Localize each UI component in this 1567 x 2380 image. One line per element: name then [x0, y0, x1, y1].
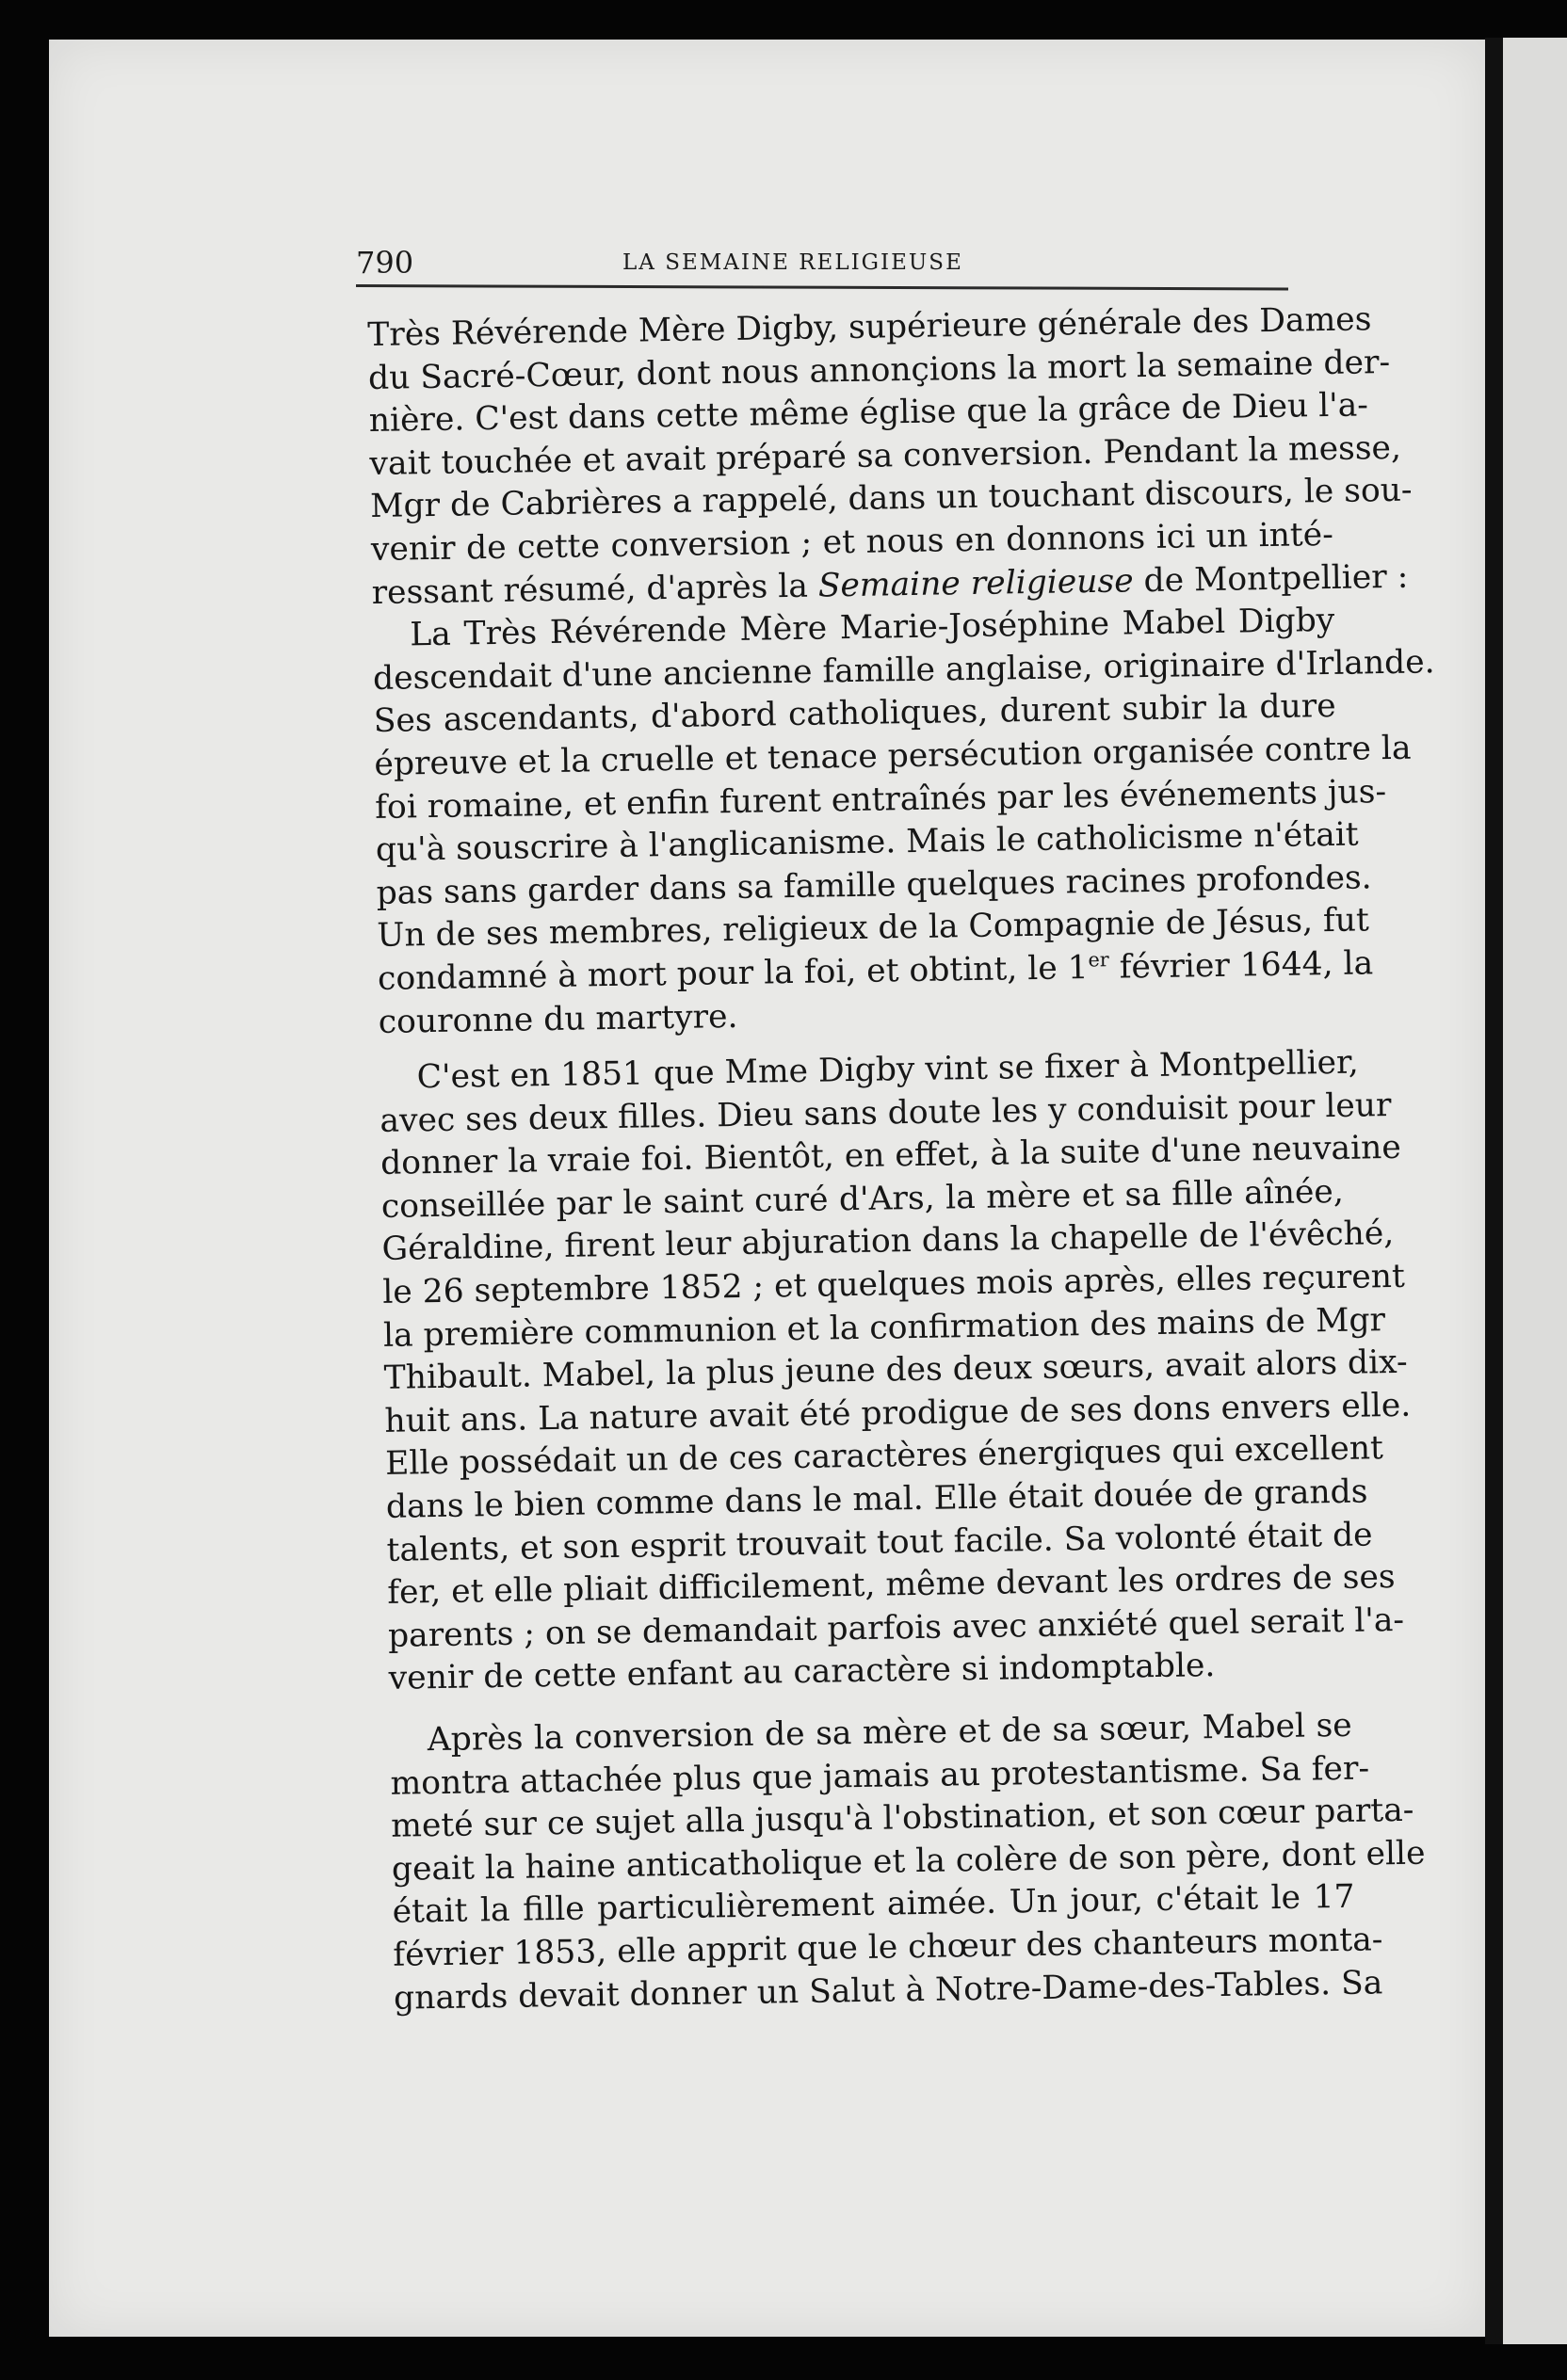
text-line: pas sans garder dans sa famille quelques racines profondes. [376, 859, 1372, 912]
text-line: foi romaine, et enfin furent entraînés par les événements jus- [374, 772, 1387, 827]
text-line: La Très Révérende Mère Marie-Joséphine Mabel Digby [410, 602, 1335, 654]
text-line: Géraldine, firent leur abjuration dans la chapelle de l'évêché, [381, 1214, 1395, 1269]
text-line: gnards devait donner un Salut à Notre-Dame-des-Tables. Sa [393, 1963, 1383, 2018]
superscript: er [1088, 948, 1109, 972]
text-line: montra attachée plus que jamais au protestantisme. Sa fer- [390, 1749, 1370, 1803]
text-line: le 26 septembre 1852 ; et quelques mois après, elles reçurent [382, 1257, 1406, 1311]
text-line: du Sacré-Cœur, dont nous annonçions la mort la semaine der- [367, 343, 1391, 397]
text-line: Elle possédait un de ces caractères énergiques qui excellent [384, 1429, 1384, 1484]
text-line: était la fille particulièrement aimée. Un jour, c'était le 17 [392, 1878, 1355, 1932]
text-line: venir de cette conversion ; et nous en donnons ici un inté- [370, 515, 1334, 569]
text-line: Thibault. Mabel, la plus jeune des deux sœurs, avait alors dix- [383, 1343, 1408, 1398]
text-line: qu'à souscrire à l'anglicanisme. Mais le catholicisme n'était [375, 815, 1359, 870]
paragraph-3 [379, 1042, 1412, 1701]
text-line: Mgr de Cabrières a rappelé, dans un touchant discours, le sou- [369, 471, 1413, 526]
text-line: vait touchée et avait préparé sa conversion. Pendant la messe, [369, 428, 1402, 483]
paragraph-1 [367, 299, 1413, 615]
text-line: talents, et son esprit trouvait tout facile. Sa volonté était de [386, 1516, 1373, 1569]
text-fragment: condamné à mort pour la foi, et obtint, le 1 [377, 948, 1089, 998]
text-line: nière. C'est dans cette même église que la grâce de Dieu l'a- [368, 386, 1369, 441]
paragraph-2 [372, 600, 1435, 1044]
facing-page-edge [1503, 38, 1567, 2344]
text-line: la première communion et la confirmation des mains de Mgr [382, 1300, 1386, 1355]
text-line: conseillée par le saint curé d'Ars, la mère et sa fille aînée, [380, 1172, 1345, 1226]
text-line: Ses ascendants, d'abord catholiques, durent subir la dure [373, 687, 1336, 741]
text-fragment: ressant résumé, d'après la [371, 567, 819, 612]
text-line: février 1853, elle apprit que le chœur des chanteurs monta- [393, 1921, 1383, 1974]
text-line: parents ; on se demandait parfois avec anxiété quel serait l'a- [387, 1600, 1405, 1655]
text-line: venir de cette enfant au caractère si indomptable. [388, 1647, 1216, 1698]
text-line: donner la vraie foi. Bientôt, en effet, à la suite d'une neuvaine [380, 1129, 1402, 1183]
running-head: LA SEMAINE RELIGIEUSE [622, 250, 963, 275]
text-line: C'est en 1851 que Mme Digby vint se fixer à Montpellier, [416, 1043, 1359, 1097]
text-line: dans le bien comme dans le mal. Elle était douée de grands [385, 1472, 1368, 1526]
text-fragment: de Montpellier : [1133, 557, 1409, 600]
page-gutter [1485, 38, 1503, 2344]
page-number: 790 [356, 245, 414, 281]
text-line: Très Révérende Mère Digby, supérieure générale des Dames [367, 300, 1372, 354]
text-line: fer, et elle pliait difficilement, même devant les ordres de ses [387, 1558, 1396, 1613]
text-line: couronne du martyre. [378, 997, 738, 1041]
text-line: descendait d'une ancienne famille anglaise, originaire d'Irlande. [372, 642, 1435, 698]
text-line: épreuve et la cruelle et tenace persécution organisée contre la [374, 729, 1412, 783]
text-fragment: février 1644, la [1108, 944, 1374, 987]
page-header [356, 239, 1288, 286]
paragraph-4 [389, 1705, 1426, 2020]
text-line: Un de ses membres, religieux de la Compagnie de Jésus, fut [377, 901, 1370, 956]
text-line: Après la conversion de sa mère et de sa sœur, Mabel se [427, 1706, 1352, 1760]
text-line: geait la haine anticatholique et la colère de son père, dont elle [391, 1834, 1426, 1889]
publication-title: Semaine religieuse [817, 561, 1134, 605]
text-line: meté sur ce sujet alla jusqu'à l'obstination, et son cœur parta- [390, 1791, 1414, 1845]
article-body [367, 299, 1435, 2020]
text-line: huit ans. La nature avait été prodigue de ses dons envers elle. [384, 1386, 1412, 1440]
text-line: avec ses deux filles. Dieu sans doute les y conduisit pour leur [380, 1085, 1392, 1140]
